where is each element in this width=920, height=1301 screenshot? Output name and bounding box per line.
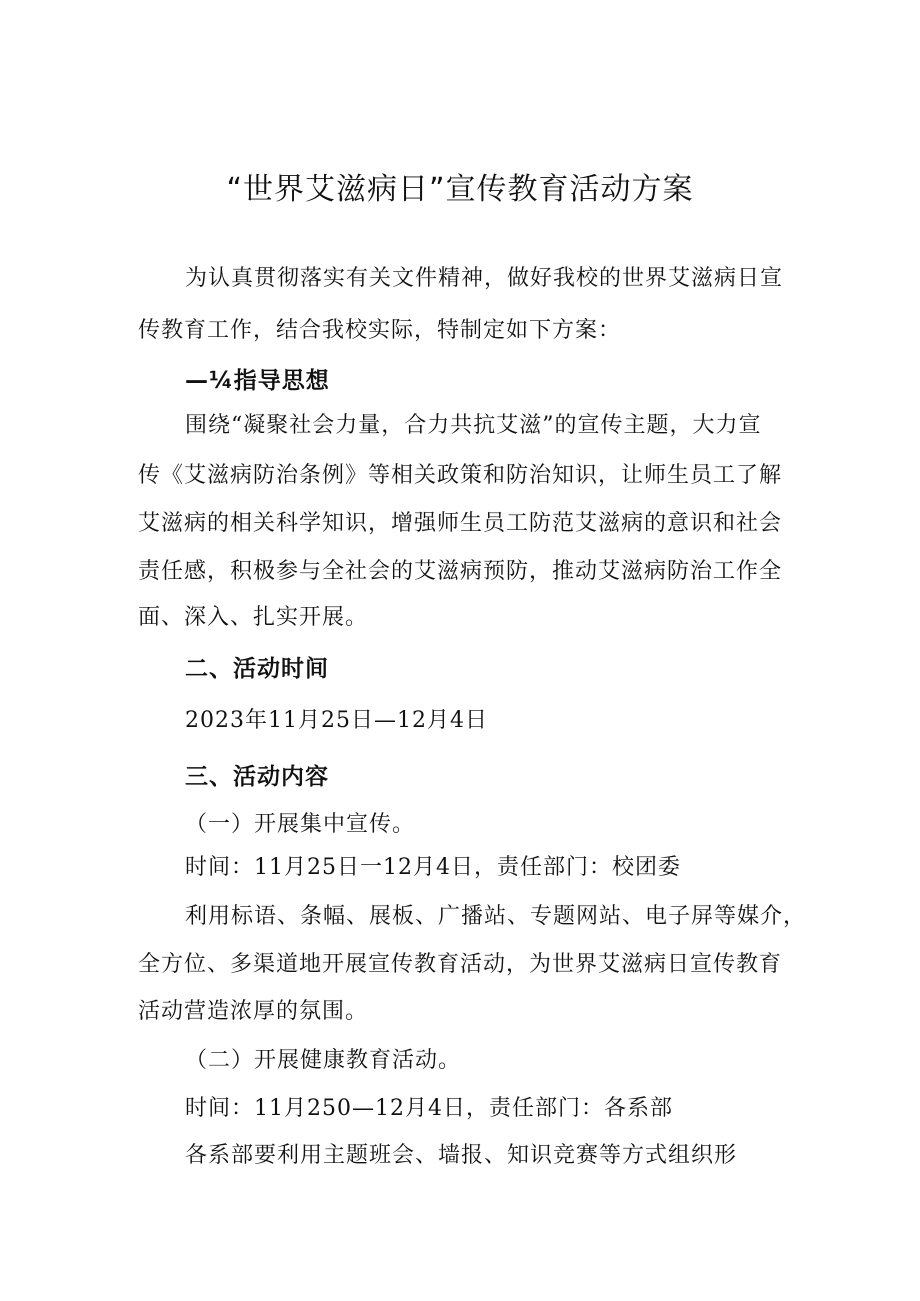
paragraph-line: 活动营造浓厚的氛围。 <box>138 999 369 1024</box>
activity-date: 2023年11月25日—12月4日 <box>185 708 488 733</box>
paragraph-line: 各系部要利用主题班会、墙报、知识竞赛等方式组织形 <box>185 1143 738 1168</box>
paragraph-line: 责任感，积极参与全社会的艾滋病预防，推动艾滋病防治工作全 <box>138 559 783 584</box>
paragraph-line: 传《艾滋病防治条例》等相关政策和防治知识，让师生员工了解 <box>138 463 783 488</box>
subsection-time: 时间：11月250—12月4日，责任部门：各系部 <box>185 1096 673 1121</box>
section-heading-guiding-ideology: —¼指导思想 <box>185 368 330 394</box>
paragraph-line: 面、深入、扎实开展。 <box>138 605 369 630</box>
intro-line-1: 为认真贯彻落实有关文件精神，做好我校的世界艾滋病日宣 <box>185 266 784 291</box>
section-heading-activity-content: 三、活动内容 <box>185 764 329 790</box>
paragraph-line: 艾滋病的相关科学知识，增强师生员工防范艾滋病的意识和社会 <box>138 511 783 536</box>
section-heading-activity-time: 二、活动时间 <box>185 656 329 682</box>
paragraph-line: 围绕“凝聚社会力量，合力共抗艾滋”的宣传主题，大力宣 <box>185 413 762 438</box>
paragraph-line: 利用标语、条幅、展板、广播站、专题网站、电子屏等媒介， <box>185 904 807 929</box>
subsection-heading: （二）开展健康教育活动。 <box>185 1048 462 1073</box>
subsection-heading: （一）开展集中宣传。 <box>185 812 416 837</box>
document-title: “世界艾滋病日”宣传教育活动方案 <box>226 172 694 207</box>
intro-line-2: 传教育工作，结合我校实际，特制定如下方案： <box>138 318 622 343</box>
paragraph-line: 全方位、多渠道地开展宣传教育活动，为世界艾滋病日宣传教育 <box>138 952 783 977</box>
subsection-time: 时间：11月25日一12月4日，责任部门：校团委 <box>185 855 681 880</box>
